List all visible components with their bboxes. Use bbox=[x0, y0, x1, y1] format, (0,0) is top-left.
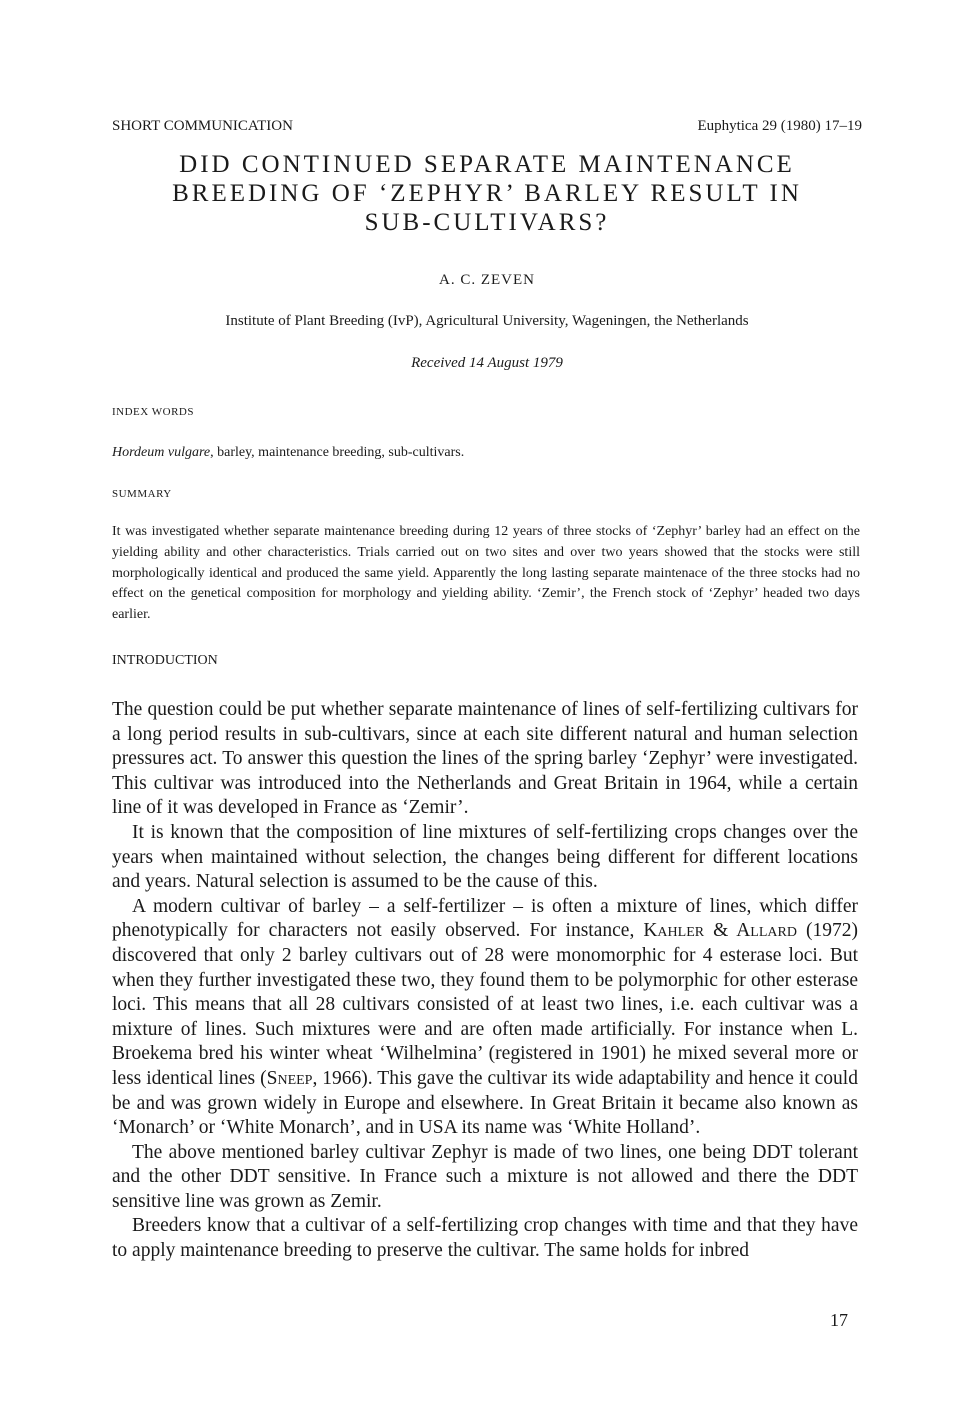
summary-text: It was investigated whether separate maintenance breeding during 12 years of three stocks of ‘Zephyr’ barley had an effect on the yielding ability and other characteristics. Trials carried out on two sites and over two years showed that the stocks were still morphologically identical and produced the same yield. Apparently the long lasting separate maintenace of the three stocks had no effect on the genetical composition for morphology and yielding ability. ‘Zemir’, the French stock of ‘Zephyr’ headed two days earlier. bbox=[112, 524, 860, 623]
paper-title bbox=[112, 150, 862, 237]
paragraph bbox=[112, 895, 858, 1141]
paragraph: It is known that the composition of line mixtures of self-fertilizing crops changes over the years when maintained without selection, the changes being different for different locations and years. Natural selection is assumed to be the cause of this. bbox=[112, 821, 858, 893]
paragraph-text: , 1966). This gave the cultivar its wide adaptability and hence it could be and was grown widely in Europe and elsewhere. In Great Britain it became also known as ‘Monarch’ or ‘White Monarch’, and in USA its name was ‘White Holland’. bbox=[112, 1067, 858, 1139]
journal-citation: Euphytica 29 (1980) 17–19 bbox=[697, 118, 862, 134]
received-date: Received 14 August 1979 bbox=[411, 355, 563, 371]
species-name: Hordeum vulgare bbox=[112, 445, 211, 460]
index-words-heading: INDEX WORDS bbox=[112, 406, 194, 418]
paragraph-text: A modern cultivar of barley – a self-fertilizer – is often a mixture of lines, which differ phenotypically for characters not easily observed. For instance, bbox=[112, 895, 858, 942]
title-line: DID CONTINUED SEPARATE MAINTENANCE bbox=[179, 151, 795, 178]
title-line: BREEDING OF ‘ZEPHYR’ BARLEY RESULT IN bbox=[172, 180, 802, 207]
section-label: SHORT COMMUNICATION bbox=[112, 118, 293, 134]
summary-heading: SUMMARY bbox=[112, 488, 172, 500]
paragraph: The above mentioned barley cultivar Zephyr is made of two lines, one being DDT tolerant and the other DDT sensitive. In France such a mixture is not allowed and there the DDT sensitive line was grown as Zemir. bbox=[112, 1141, 858, 1212]
affiliation: Institute of Plant Breeding (IvP), Agricultural University, Wageningen, the Netherlands bbox=[225, 313, 749, 329]
introduction-heading: INTRODUCTION bbox=[112, 653, 218, 668]
citation-sneep: Sneep bbox=[266, 1067, 313, 1089]
author: A. C. ZEVEN bbox=[439, 272, 535, 288]
index-words bbox=[112, 445, 464, 461]
paragraph: Breeders know that a cultivar of a self-fertilizing crop changes with time and that they have to apply maintenance breeding to preserve the cultivar. The same holds for inbred bbox=[112, 1215, 858, 1262]
keywords-text: , barley, maintenance breeding, sub-cultivars. bbox=[210, 445, 465, 460]
paragraph-text: (1972) discovered that only 2 barley cultivars out of 28 were monomorphic for 4 esterase loci. But when they further investigated these two, they found them to be polymorphic for other esterase loci. This means that all 28 cultivars consisted of at least two lines, i.e. each cultivar was a mixture of lines. Such mixtures were and are often made artificially. For instance when L. Broekema bred his winter wheat ‘Wilhelmina’ (registered in 1901) he mixed several more or less identical lines ( bbox=[112, 920, 858, 1089]
introduction-body bbox=[112, 698, 858, 1264]
citation-kahler-allard: Kahler & Allard bbox=[643, 920, 797, 942]
paragraph: The question could be put whether separate maintenance of lines of self-fertilizing cultivars for a long period results in sub-cultivars, since at each site different natural and human selection pressures act. To answer this question the lines of the spring barley ‘Zephyr’ were investigated. This cultivar was introduced into the Netherlands and Great Britain in 1964, while a certain line of it was developed in France as ‘Zemir’. bbox=[112, 699, 858, 819]
title-line: SUB-CULTIVARS? bbox=[364, 209, 610, 236]
page-number: 17 bbox=[830, 1310, 848, 1330]
running-header bbox=[112, 118, 862, 138]
